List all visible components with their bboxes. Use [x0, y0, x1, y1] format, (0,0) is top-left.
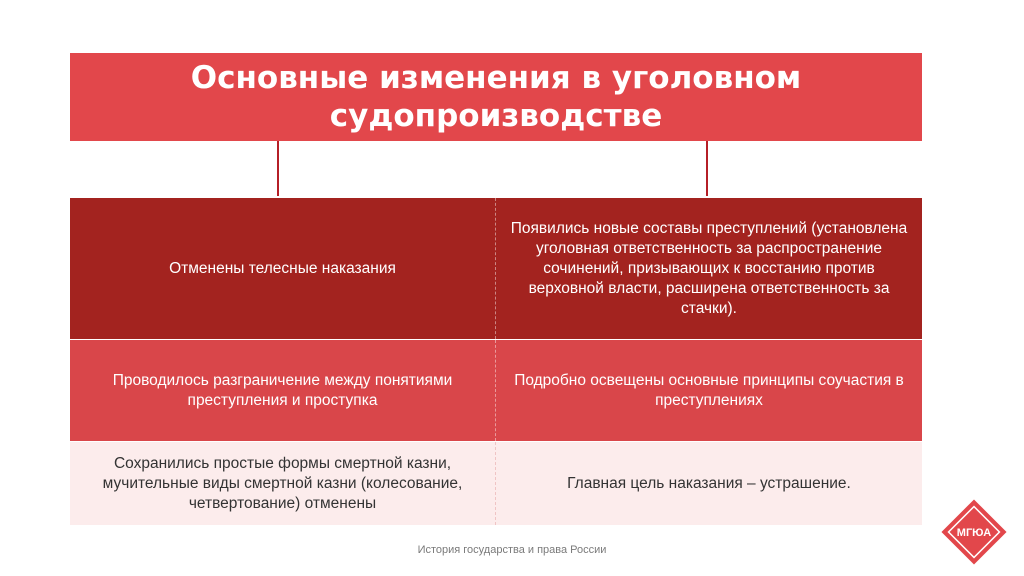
table-row	[70, 441, 922, 525]
table-row	[70, 339, 922, 441]
slide-title: Основные изменения в уголовном судопроизводстве	[190, 60, 802, 134]
title-banner	[70, 53, 922, 141]
table-cell-right: Появились новые составы преступлений (установлена уголовная ответственность за распространение сочинений, призывающих к восстанию против верховной власти, расширена ответственность за стачки).	[496, 198, 922, 339]
footer-caption: История государства и права России	[417, 544, 607, 556]
table-cell-right: Подробно освещены основные принципы соучастия в преступлениях	[496, 340, 922, 441]
table-cell-left: Сохранились простые формы смертной казни, мучительные виды смертной казни (колесование, четвертование) отменены	[70, 442, 496, 525]
logo-text: МГЮА	[956, 527, 992, 539]
changes-table	[70, 197, 922, 525]
mgua-logo-icon	[938, 496, 1010, 568]
connector-line-right	[706, 141, 708, 196]
table-cell-left: Отменены телесные наказания	[70, 198, 496, 339]
table-cell-left: Проводилось разграничение между понятиями преступления и проступка	[70, 340, 496, 441]
table-row	[70, 197, 922, 339]
table-cell-right: Главная цель наказания – устрашение.	[496, 442, 922, 525]
connector-line-left	[277, 141, 279, 196]
